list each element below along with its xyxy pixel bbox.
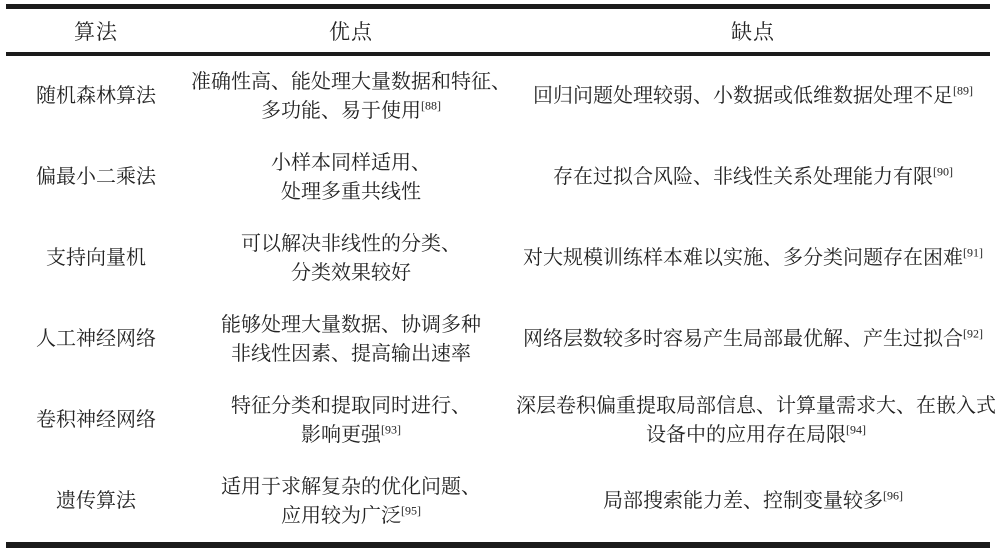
algorithm-cell-line: 卷积神经网络 xyxy=(36,409,156,431)
disadvantages-cell xyxy=(516,163,990,192)
advantages-cell xyxy=(186,392,516,450)
advantages-cell xyxy=(186,68,516,126)
algorithm-cell xyxy=(6,487,186,516)
advantages-cell xyxy=(186,311,516,369)
disadvantages-cell-line: 存在过拟合风险、非线性关系处理能力有限[90] xyxy=(553,164,953,188)
citation-ref: [91] xyxy=(963,245,983,260)
table-header-row xyxy=(6,9,990,52)
table-row xyxy=(6,137,990,218)
table-body xyxy=(6,56,996,542)
advantages-cell-line: 准确性高、能处理大量数据和特征、 xyxy=(191,70,511,93)
advantages-cell-line: 适用于求解复杂的优化问题、 xyxy=(221,475,481,498)
table-row xyxy=(6,380,996,461)
advantages-cell-line: 非线性因素、提高输出速率 xyxy=(231,342,471,365)
header-algorithm: 算法 xyxy=(74,19,118,44)
table-row xyxy=(6,299,990,380)
disadvantages-cell-line: 对大规模训练样本难以实施、多分类问题存在困难[91] xyxy=(523,245,983,269)
algorithm-comparison-table xyxy=(6,4,996,548)
disadvantages-cell-line: 网络层数较多时容易产生局部最优解、产生过拟合[92] xyxy=(523,326,983,350)
table-row xyxy=(6,218,990,299)
citation-ref: [95] xyxy=(401,502,421,517)
table-row xyxy=(6,56,990,137)
advantages-cell-line: 多功能、易于使用[88] xyxy=(261,97,441,122)
citation-ref: [96] xyxy=(883,488,903,503)
citation-ref: [90] xyxy=(933,164,953,179)
advantages-cell-line: 小样本同样适用、 xyxy=(271,151,431,174)
advantages-cell-line: 分类效果较好 xyxy=(291,261,411,284)
table-bottom-rule xyxy=(6,542,990,548)
algorithm-cell xyxy=(6,163,186,192)
citation-ref: [88] xyxy=(421,97,441,112)
algorithm-cell xyxy=(6,406,186,435)
advantages-cell-line: 影响更强[93] xyxy=(301,421,401,446)
disadvantages-cell xyxy=(516,82,990,111)
citation-ref: [89] xyxy=(953,83,973,98)
algorithm-cell xyxy=(6,244,186,273)
advantages-cell xyxy=(186,473,516,531)
disadvantages-cell xyxy=(516,392,996,450)
algorithm-cell xyxy=(6,82,186,111)
citation-ref: [94] xyxy=(846,421,866,436)
advantages-cell xyxy=(186,149,516,207)
disadvantages-cell-line: 设备中的应用存在局限[94] xyxy=(646,421,866,446)
header-advantages: 优点 xyxy=(329,19,373,44)
advantages-cell xyxy=(186,230,516,288)
advantages-cell-line: 可以解决非线性的分类、 xyxy=(241,232,461,255)
advantages-cell-line: 能够处理大量数据、协调多种 xyxy=(221,313,481,336)
algorithm-cell xyxy=(6,325,186,354)
disadvantages-cell xyxy=(516,487,990,516)
disadvantages-cell xyxy=(516,325,990,354)
algorithm-cell-line: 人工神经网络 xyxy=(36,328,156,350)
disadvantages-cell-line: 局部搜索能力差、控制变量较多[96] xyxy=(603,488,903,512)
advantages-cell-line: 处理多重共线性 xyxy=(281,180,421,203)
citation-ref: [93] xyxy=(381,421,401,436)
algorithm-cell-line: 遗传算法 xyxy=(56,490,136,512)
disadvantages-cell xyxy=(516,244,990,273)
disadvantages-cell-line: 回归问题处理较弱、小数据或低维数据处理不足[89] xyxy=(533,83,973,107)
algorithm-cell-line: 支持向量机 xyxy=(46,247,146,269)
disadvantages-cell-line: 深层卷积偏重提取局部信息、计算量需求大、在嵌入式 xyxy=(516,394,996,417)
advantages-cell-line: 应用较为广泛[95] xyxy=(281,502,421,527)
table-row xyxy=(6,461,990,542)
header-disadvantages: 缺点 xyxy=(731,19,775,44)
citation-ref: [92] xyxy=(963,326,983,341)
advantages-cell-line: 特征分类和提取同时进行、 xyxy=(231,394,471,417)
algorithm-cell-line: 偏最小二乘法 xyxy=(36,166,156,188)
algorithm-cell-line: 随机森林算法 xyxy=(36,85,156,107)
